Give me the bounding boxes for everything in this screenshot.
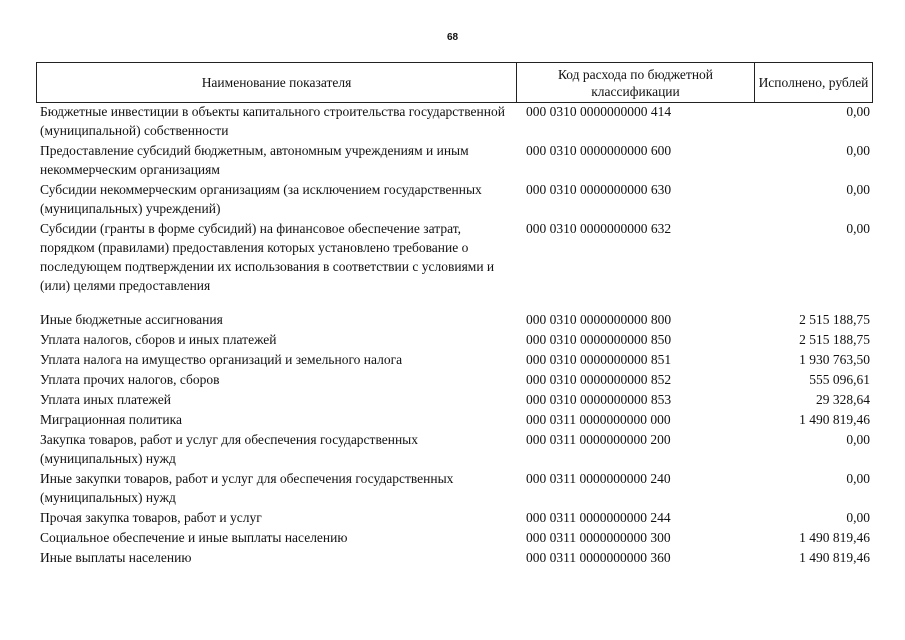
row-amount: 1 490 819,46 xyxy=(799,530,870,545)
header-name: Наименование показателя xyxy=(201,75,352,90)
header-amount: Исполнено, рублей xyxy=(758,75,869,90)
table-row xyxy=(36,219,873,295)
table-row xyxy=(36,469,873,507)
page-number: 68 xyxy=(446,32,459,43)
row-name: Субсидии некоммерческим организациям (за исключением государственных (муниципальных) учреждений) xyxy=(40,182,482,216)
row-amount: 555 096,61 xyxy=(809,372,870,387)
row-name: Миграционная политика xyxy=(40,412,182,427)
row-amount: 0,00 xyxy=(846,104,870,119)
table-row xyxy=(36,310,873,329)
table-row xyxy=(36,370,873,389)
row-code: 000 0311 0000000000 200 xyxy=(526,432,671,447)
row-code: 000 0311 0000000000 244 xyxy=(526,510,671,525)
table-row xyxy=(36,330,873,349)
row-amount: 0,00 xyxy=(846,221,870,236)
row-name: Предоставление субсидий бюджетным, автономным учреждениям и иным некоммерческим организациям xyxy=(40,143,469,177)
row-code: 000 0310 0000000000 414 xyxy=(526,104,672,119)
table-header xyxy=(36,62,873,103)
header-code: Код расхода по бюджетной классификации xyxy=(557,66,714,99)
table-row xyxy=(36,528,873,547)
row-code: 000 0310 0000000000 800 xyxy=(526,312,672,327)
row-name: Бюджетные инвестиции в объекты капитального строительства государственной (муниципальной) собственности xyxy=(40,104,505,138)
row-amount: 0,00 xyxy=(846,471,870,486)
row-amount: 0,00 xyxy=(846,143,870,158)
row-code: 000 0310 0000000000 600 xyxy=(526,143,672,158)
header-amount-cell xyxy=(755,63,872,102)
table-row xyxy=(36,102,873,140)
row-amount: 0,00 xyxy=(846,510,870,525)
row-name: Уплата налогов, сборов и иных платежей xyxy=(40,332,277,347)
row-name: Уплата прочих налогов, сборов xyxy=(40,372,220,387)
table-row xyxy=(36,390,873,409)
row-name: Уплата иных платежей xyxy=(40,392,171,407)
row-code: 000 0311 0000000000 360 xyxy=(526,550,671,565)
row-amount: 0,00 xyxy=(846,432,870,447)
row-code: 000 0310 0000000000 850 xyxy=(526,332,672,347)
row-name: Иные бюджетные ассигнования xyxy=(40,312,223,327)
row-code: 000 0310 0000000000 851 xyxy=(526,352,672,367)
row-name: Прочая закупка товаров, работ и услуг xyxy=(40,510,262,525)
table-row xyxy=(36,180,873,218)
table-body xyxy=(36,102,873,568)
table-row xyxy=(36,508,873,527)
header-code-cell xyxy=(517,63,755,102)
row-name: Субсидии (гранты в форме субсидий) на финансовое обеспечение затрат, порядком (правилами) предоставления которых установлено требование о последующем подтверждении их использования в соответствии с условиями и (или) целями предоставления xyxy=(40,221,495,293)
table-row xyxy=(36,141,873,179)
row-code: 000 0310 0000000000 853 xyxy=(526,392,672,407)
table-row xyxy=(36,548,873,567)
table-row xyxy=(36,350,873,369)
row-amount: 1 490 819,46 xyxy=(799,550,870,565)
row-amount: 1 490 819,46 xyxy=(799,412,870,427)
row-name: Иные выплаты населению xyxy=(40,550,192,565)
row-code: 000 0311 0000000000 240 xyxy=(526,471,671,486)
row-code: 000 0310 0000000000 852 xyxy=(526,372,672,387)
row-code: 000 0310 0000000000 630 xyxy=(526,182,672,197)
row-amount: 0,00 xyxy=(846,182,870,197)
row-amount: 1 930 763,50 xyxy=(799,352,870,367)
row-name: Социальное обеспечение и иные выплаты населению xyxy=(40,530,348,545)
table-row xyxy=(36,430,873,468)
row-amount: 2 515 188,75 xyxy=(799,332,870,347)
row-name: Уплата налога на имущество организаций и земельного налога xyxy=(40,352,403,367)
header-name-cell xyxy=(37,63,517,102)
row-code: 000 0311 0000000000 000 xyxy=(526,412,671,427)
row-name: Закупка товаров, работ и услуг для обеспечения государственных (муниципальных) нужд xyxy=(40,432,419,466)
row-name: Иные закупки товаров, работ и услуг для обеспечения государственных (муниципальных) нужд xyxy=(40,471,454,505)
row-amount: 29 328,64 xyxy=(816,392,870,407)
table-row xyxy=(36,410,873,429)
row-code: 000 0310 0000000000 632 xyxy=(526,221,672,236)
row-code: 000 0311 0000000000 300 xyxy=(526,530,671,545)
row-amount: 2 515 188,75 xyxy=(799,312,870,327)
